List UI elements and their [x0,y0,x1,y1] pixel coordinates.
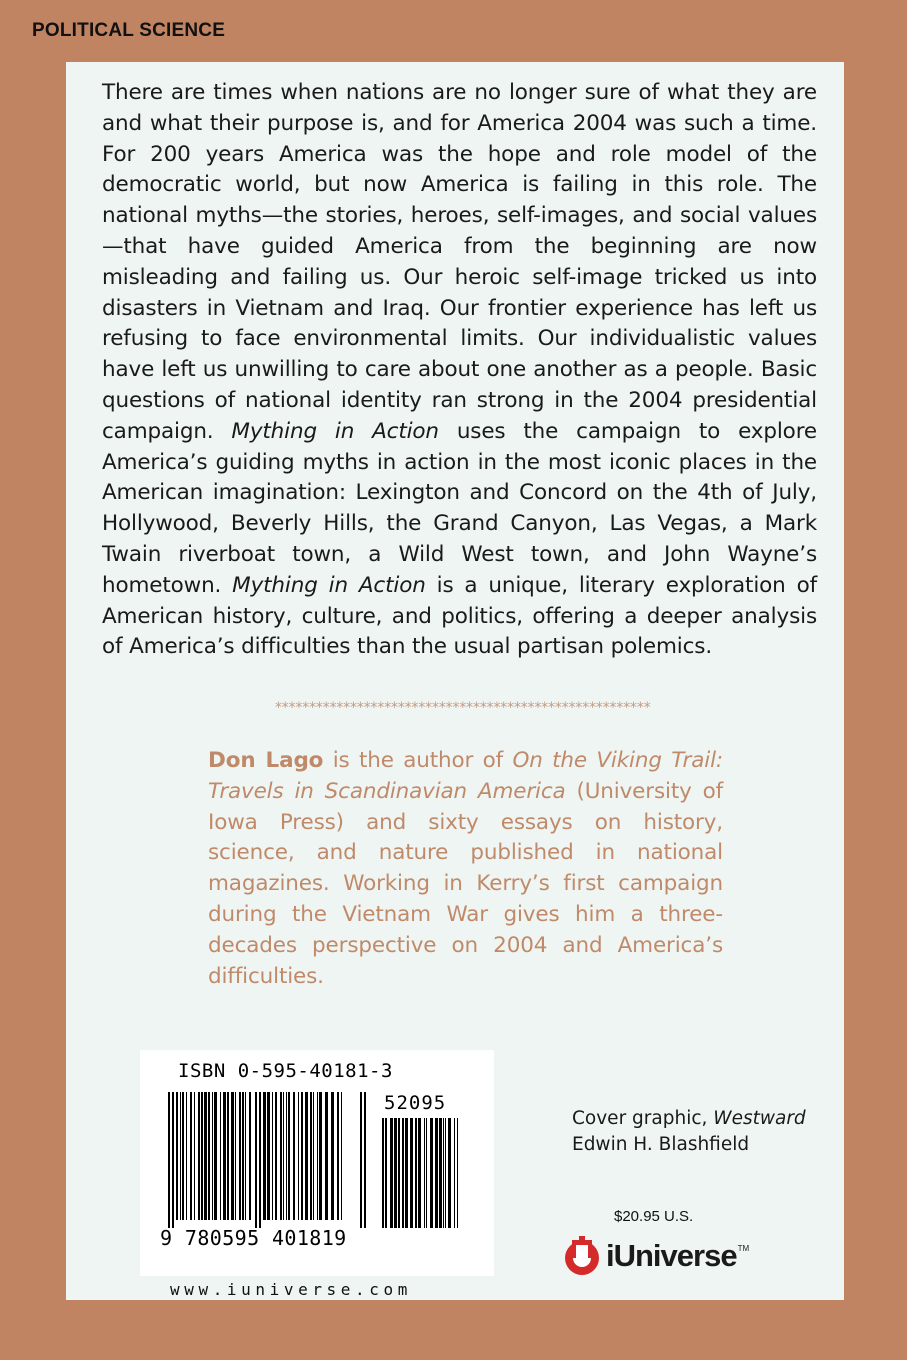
publisher-name: iUniverse [606,1238,737,1273]
cover-artist: Edwin H. Blashfield [572,1134,750,1155]
asterisk-divider: ******************************************************* [274,700,650,716]
book-description [102,78,817,663]
ean-digits: 9 780595 401819 [160,1226,347,1250]
author-name: Don Lago [208,748,324,773]
bio-part-1: is the author of [323,748,513,773]
trademark-mark: TM [737,1244,750,1253]
website-url: www.iuniverse.com [170,1280,412,1299]
bio-part-2: (University of Iowa Press) and sixty essays on history, science, and nature published in national magazines. Working in Kerry’s first campaign during the Vietnam War gives him a three-decades perspective on 2004 and America’s difficulties. [208,778,723,989]
isbn-label: ISBN 0-595-40181-3 [178,1060,393,1082]
cover-graphic-title: Westward [713,1108,806,1129]
description-part-1: There are times when nations are no longer sure of what they are and what their purpose is, and for America 2004 was such a time. For 200 years America was the hope and role model of the democratic world, but now America is failing in this role. The national myths—the stories, heroes, self-images, and social values—that have guided America from the beginning are now misleading and failing us. Our heroic self-image tricked us into disasters in Vietnam and Iraq. Our frontier experience has left us refusing to face environmental limits. Our individualistic values have left us unwilling to care about one another as a people. Basic questions of national identity ran strong in the 2004 presidential campaign. [102,80,817,444]
price-label: $20.95 U.S. [614,1208,694,1225]
previous-book-title: On the Viking Trail: Travels in Scandinavian America [208,748,723,804]
description-part-3: is a unique, literary exploration of American history, culture, and politics, offering a deeper analysis of America’s difficulties than the usual partisan polemics. [102,572,817,660]
book-title-italic: Mything in Action [231,418,439,444]
price-code: 52095 [384,1092,447,1114]
cover-graphic-line [572,1106,806,1132]
category-label: POLITICAL SCIENCE [32,20,226,41]
author-bio [208,746,723,992]
back-cover-panel [66,62,844,1300]
iuniverse-logo-icon [562,1236,602,1276]
publisher-logo [562,1234,749,1278]
book-title-italic: Mything in Action [232,572,426,598]
description-part-2: uses the campaign to explore America’s guiding myths in action in the most iconic places in the American imagination: Lexington and Concord on the 4th of July, Hollywood, Beverly Hills, the Grand Canyon, Las Vegas, a Mark Twain riverboat town, a Wild West town, and John Wayne’s hometown. [102,418,817,598]
cover-credit [572,1106,806,1158]
cover-graphic-prefix: Cover graphic, [572,1108,714,1129]
barcode-box [140,1050,494,1276]
